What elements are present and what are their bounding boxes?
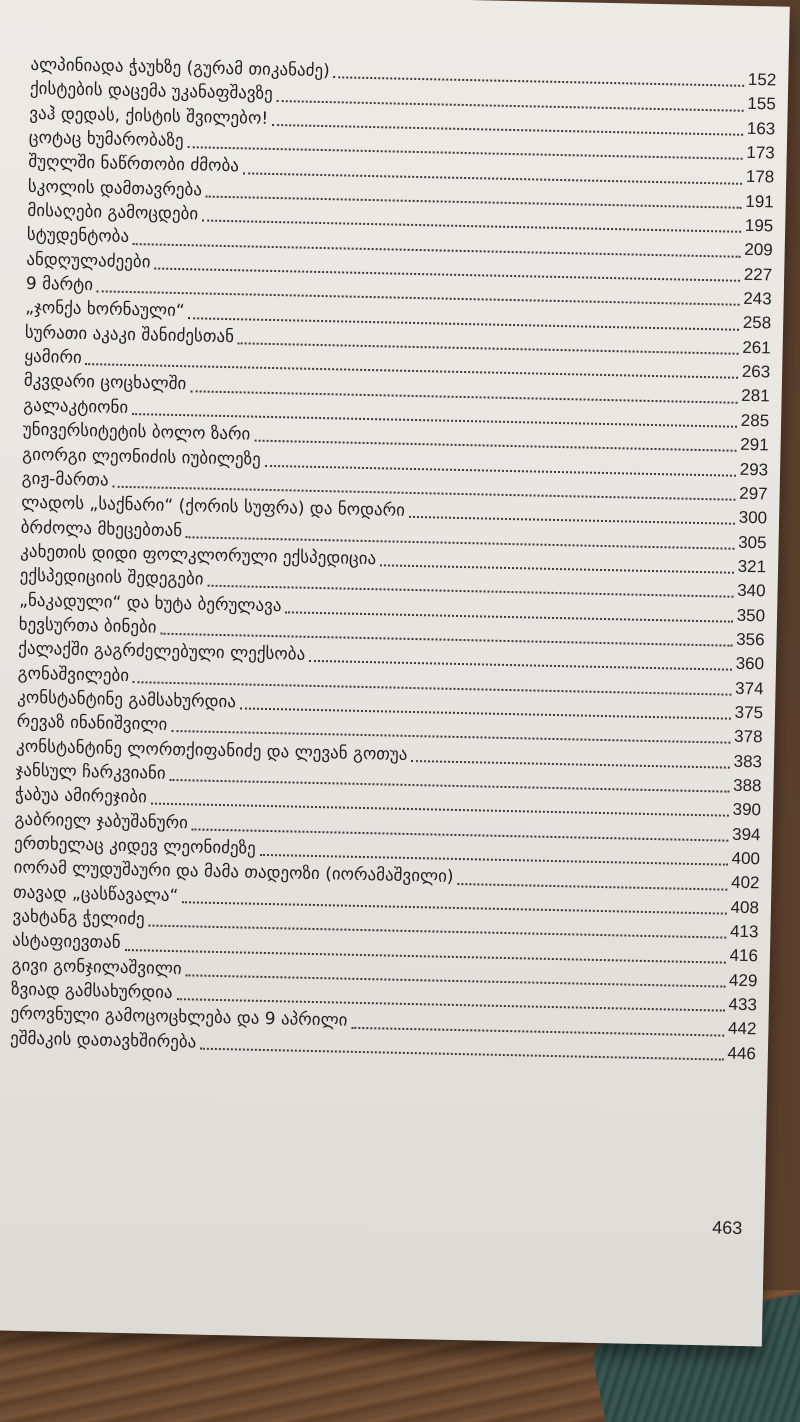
toc-entry-page: 408 bbox=[730, 897, 760, 917]
toc-entry-title: ბრძოლა მხეცებთან bbox=[20, 517, 183, 541]
toc-entry-page: 209 bbox=[744, 240, 773, 260]
toc-entry-page: 383 bbox=[733, 751, 763, 771]
toc-entry-title: ქისტების დაცემა უკანაფშავზე bbox=[29, 79, 273, 105]
toc-entry-page: 394 bbox=[731, 824, 761, 844]
toc-entry-page: 340 bbox=[737, 581, 766, 601]
toc-entry-title: ალპინიადა ჭაუხზე (გურამ თიკანაძე) bbox=[30, 54, 331, 82]
toc-entry-page: 446 bbox=[727, 1043, 757, 1064]
toc-entry-title: ხევსურთა ბინები bbox=[18, 614, 157, 638]
toc-entry-page: 400 bbox=[731, 848, 761, 869]
toc-entry-title: ექსპედიციის შედეგები bbox=[19, 565, 204, 590]
page-number: 463 bbox=[712, 1217, 743, 1239]
toc-entry-page: 360 bbox=[735, 654, 765, 674]
toc-entry-page: 433 bbox=[728, 994, 758, 1015]
toc-entry-title: ეშმაკის დათავხშირება bbox=[9, 1028, 197, 1053]
toc-entry-page: 429 bbox=[728, 970, 758, 991]
toc-entry-title: თავად „ცასწავალა“ bbox=[12, 882, 179, 906]
toc-entry-page: 350 bbox=[736, 605, 766, 625]
toc-entry-page: 261 bbox=[742, 337, 771, 358]
toc-entry-title: სურათი აკაკი შანიძესთან bbox=[24, 322, 235, 347]
leader-dots bbox=[457, 882, 727, 890]
toc-entry-page: 191 bbox=[745, 191, 774, 212]
toc-entry-title: „ნაკადული“ და ხუტა ბერულავა bbox=[19, 590, 282, 616]
toc-entry-title: გიჟ-მართა bbox=[21, 468, 109, 491]
toc-entry-page: 258 bbox=[742, 313, 772, 333]
toc-entry-page: 321 bbox=[737, 556, 767, 577]
toc-entry-page: 195 bbox=[744, 215, 774, 236]
toc-entry-title: სტუდენტობა bbox=[26, 225, 130, 248]
toc-entry-title: ჭაბუა ამირეჯიბი bbox=[14, 785, 148, 808]
toc-entry-title: გონაშვილები bbox=[17, 663, 130, 686]
toc-entry-title: ცოტაც ხუმარობაზე bbox=[28, 127, 184, 152]
toc-entry-title: რევაზ ინანიშვილი bbox=[16, 712, 168, 736]
toc-entry-page: 416 bbox=[729, 946, 759, 966]
toc-entry-page: 227 bbox=[743, 264, 773, 285]
toc-entry-title: უნივერსიტეტის ბოლო ზარი bbox=[22, 419, 251, 445]
toc-entry-page: 356 bbox=[735, 629, 765, 650]
toc-entry-title: შუღლში ნაწრთობი ძმობა bbox=[28, 152, 240, 177]
toc-entry-page: 163 bbox=[746, 118, 776, 139]
toc-entry-page: 263 bbox=[741, 361, 771, 382]
toc-entry-page: 378 bbox=[733, 727, 763, 747]
toc-entry-page: 402 bbox=[730, 873, 760, 893]
toc-entry-page: 243 bbox=[743, 288, 772, 309]
toc-entry-title: ქალაქში გაგრძელებული ლექსობა bbox=[17, 638, 306, 665]
toc-entry-title: მკვდარი ცოცხალში bbox=[23, 371, 187, 395]
toc-entry-title: ერთხელაც კიდევ ლეონიძეზე bbox=[13, 833, 256, 859]
toc-entry-page: 375 bbox=[734, 702, 764, 723]
toc-entry-page: 374 bbox=[734, 678, 764, 698]
toc-entry-title: სკოლის დამთავრება bbox=[27, 176, 203, 201]
toc-entry-title: ასტაფიევთან bbox=[11, 931, 121, 954]
toc-entry-page: 300 bbox=[738, 507, 768, 528]
toc-entry-page: 152 bbox=[747, 69, 777, 90]
toc-entry-title: 9 მარტი bbox=[25, 273, 94, 296]
toc-entry-title: კონსტანტინე გამსახურდია bbox=[16, 687, 237, 713]
toc-entry-title: გაბრიელ ჯაბუშანური bbox=[14, 809, 189, 833]
toc-entry-page: 390 bbox=[732, 800, 762, 820]
toc-entry-title: კონსტანტინე ლორთქიფანიძე და ლევან გოთუა bbox=[15, 736, 408, 765]
toc-entry-title: ანდღულაძეები bbox=[26, 249, 151, 273]
toc-entry-title: გალაკტიონი bbox=[23, 395, 129, 418]
toc-entry-title: ვაჰ დედას, ქისტის შვილებო! bbox=[29, 103, 269, 129]
toc-entry-title: ვახტანგ ჭელიძე bbox=[12, 906, 145, 930]
toc-entry-page: 442 bbox=[727, 1019, 757, 1039]
toc-entry-page: 281 bbox=[741, 386, 770, 406]
toc-entry-title: იორამ ლუდუშაური და მამა თადეოზი (იორამაშვილი) bbox=[13, 858, 454, 888]
leader-dots bbox=[200, 1048, 723, 1061]
toc-entry-page: 305 bbox=[738, 532, 767, 552]
toc-entry-page: 291 bbox=[740, 434, 769, 455]
toc-entry-title: გივი გონჯილაშვილი bbox=[11, 955, 182, 979]
toc-entry-title: კახეთის დიდი ფოლკლორული ექსპედიცია bbox=[20, 541, 377, 570]
toc-entry-page: 293 bbox=[739, 459, 769, 479]
toc-entry-title: ყამირი bbox=[24, 346, 82, 369]
toc-entry-title: „ჯონქა ხორნაული“ bbox=[25, 298, 185, 322]
toc-entry-page: 155 bbox=[747, 94, 776, 114]
table-of-contents bbox=[10, 53, 777, 1066]
toc-entry-title: გიორგი ლეონიძის იუბილეზე bbox=[22, 444, 261, 470]
toc-entry-title: მისაღები გამოცდები bbox=[27, 200, 199, 225]
toc-entry-page: 178 bbox=[745, 167, 775, 187]
toc-entry-title: ეროვნული გამოცოცხლება და 9 აპრილი bbox=[10, 1004, 348, 1032]
toc-entry-page: 173 bbox=[746, 142, 775, 163]
toc-entry-page: 413 bbox=[729, 921, 759, 942]
toc-entry-page: 388 bbox=[732, 775, 762, 796]
toc-entry-title: ჯანსულ ჩარკვიანი bbox=[15, 760, 166, 784]
toc-entry-page: 285 bbox=[740, 410, 770, 431]
toc-entry-title: ლადოს „საქნარი“ (ქორის სუფრა) და ნოდარი bbox=[21, 492, 406, 521]
toc-entry-page: 297 bbox=[739, 483, 768, 504]
toc-entry-title: ზვიად გამსახურდია bbox=[10, 979, 173, 1004]
